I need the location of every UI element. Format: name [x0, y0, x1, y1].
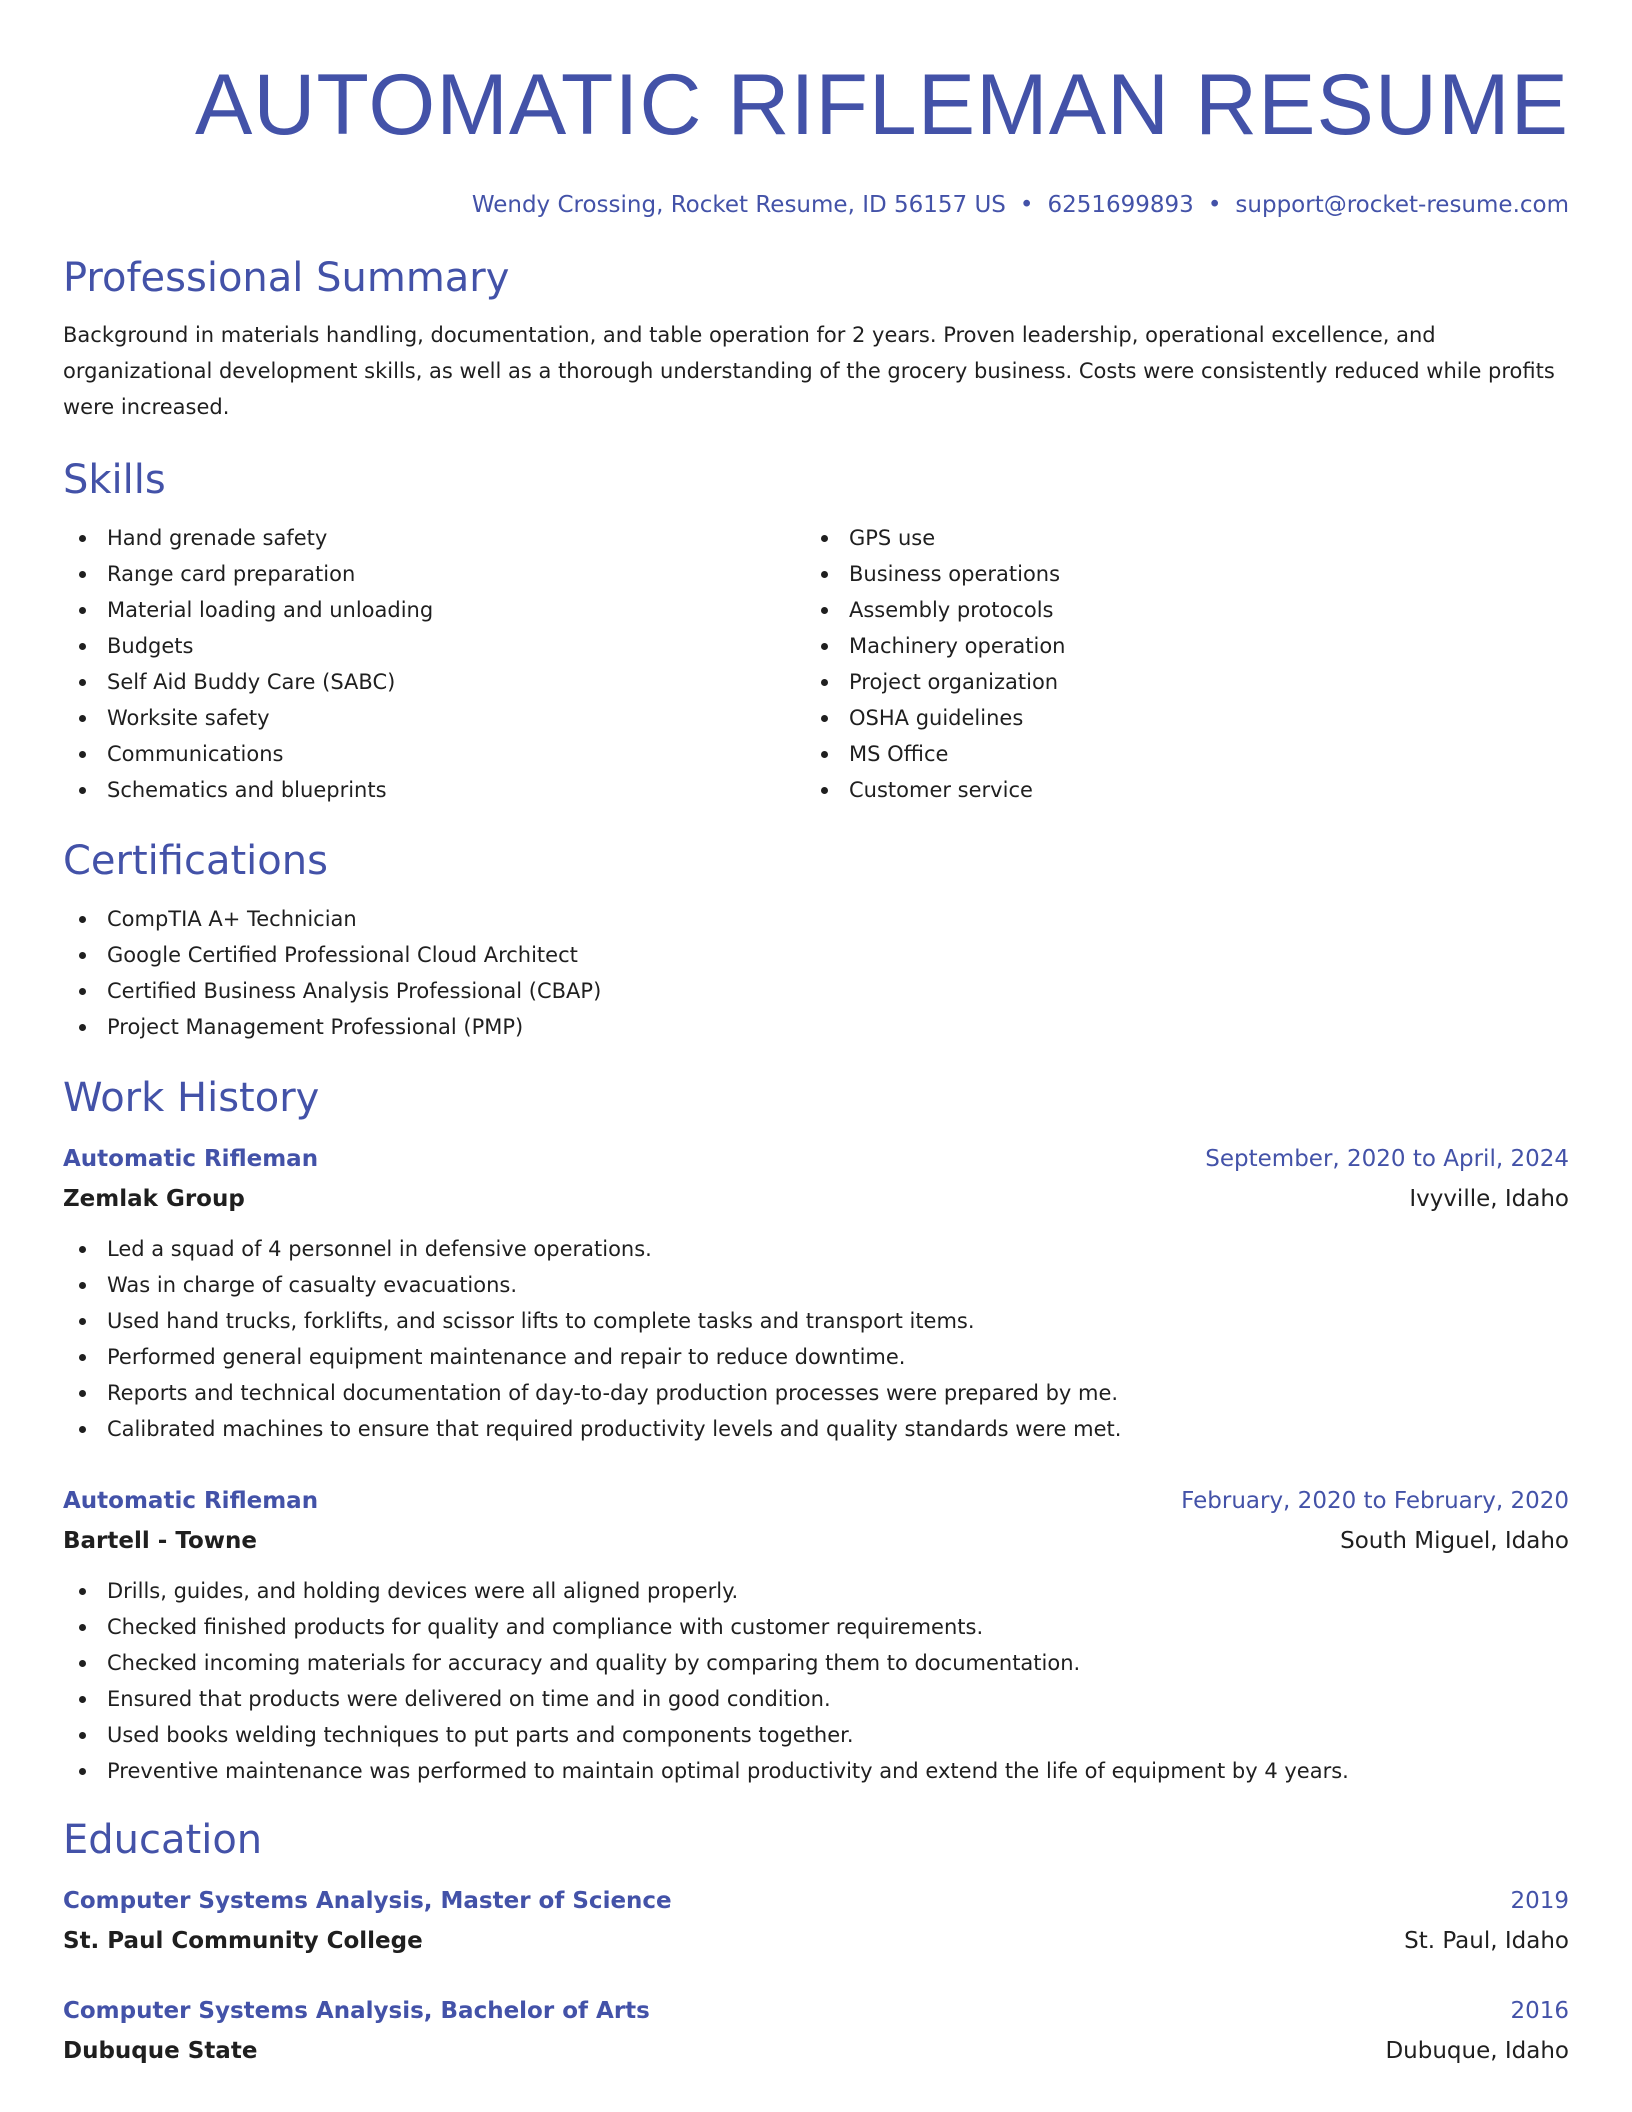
education-entry: [63, 1991, 1569, 2071]
job-duty: Used hand trucks, forklifts, and scissor lifts to complete tasks and transport items.: [63, 1303, 1569, 1339]
skill-item: Machinery operation: [805, 628, 1547, 664]
education-school-row: [63, 1921, 1569, 1961]
summary-section: [63, 253, 1569, 425]
contact-email: support@rocket-resume.com: [1235, 192, 1569, 218]
skills-list-right: [805, 520, 1547, 808]
skill-item: Assembly protocols: [805, 592, 1547, 628]
certification-item: Google Certified Professional Cloud Architect: [63, 937, 1569, 973]
education-school: Dubuque State: [63, 2038, 258, 2064]
summary-title: Professional Summary: [63, 255, 510, 301]
skills-column-left: [63, 520, 805, 808]
education-degree-row: [63, 1991, 1569, 2031]
skills-title: Skills: [63, 457, 166, 503]
job-title-row: [63, 1481, 1569, 1521]
job-duties-list: [63, 1231, 1569, 1447]
skill-item: Budgets: [63, 628, 805, 664]
certifications-title: Certifications: [63, 838, 328, 884]
skill-item: Communications: [63, 736, 805, 772]
job-entry: [63, 1481, 1569, 1789]
education-degree-row: [63, 1881, 1569, 1921]
skill-item: Project organization: [805, 664, 1547, 700]
skill-item: Material loading and unloading: [63, 592, 805, 628]
resume-name: AUTOMATIC RIFLEMAN RESUME: [194, 57, 1569, 153]
education-school: St. Paul Community College: [63, 1928, 423, 1954]
certifications-list: [63, 901, 1569, 1045]
skill-item: Schematics and blueprints: [63, 772, 805, 808]
certification-item: CompTIA A+ Technician: [63, 901, 1569, 937]
education-degree: Computer Systems Analysis, Master of Science: [63, 1888, 672, 1914]
job-location: Ivyville, Idaho: [1409, 1186, 1569, 1212]
education-year: 2019: [1510, 1888, 1569, 1914]
education-degree: Computer Systems Analysis, Bachelor of Arts: [63, 1998, 650, 2024]
education-school-row: [63, 2031, 1569, 2071]
skills-column-right: [805, 520, 1547, 808]
job-duty: Used books welding techniques to put parts and components together.: [63, 1717, 1569, 1753]
skill-item: Worksite safety: [63, 700, 805, 736]
skill-item: GPS use: [805, 520, 1547, 556]
skills-list-left: [63, 520, 805, 808]
job-duty: Checked finished products for quality and compliance with customer requirements.: [63, 1609, 1569, 1645]
job-duties-list: [63, 1573, 1569, 1789]
skill-item: Range card preparation: [63, 556, 805, 592]
education-year: 2016: [1510, 1998, 1569, 2024]
contact-line: [63, 190, 1569, 220]
skills-section: [63, 455, 1569, 808]
skills-grid: [63, 520, 1569, 808]
summary-text: Background in materials handling, documentation, and table operation for 2 years. Proven leadership, operational excellence, and organizational development skills, as well as a thorough understanding of the grocery business. Costs were consistently reduced while profits were increased.: [63, 323, 1555, 419]
job-title: Automatic Rifleman: [63, 1146, 319, 1172]
contact-phone: 6251699893: [1047, 192, 1194, 218]
job-company-row: [63, 1521, 1569, 1561]
education-location: St. Paul, Idaho: [1404, 1928, 1569, 1954]
skill-item: Hand grenade safety: [63, 520, 805, 556]
skill-item: Business operations: [805, 556, 1547, 592]
job-duty: Led a squad of 4 personnel in defensive operations.: [63, 1231, 1569, 1267]
job-duty: Reports and technical documentation of day-to-day production processes were prepared by me.: [63, 1375, 1569, 1411]
job-duty: Was in charge of casualty evacuations.: [63, 1267, 1569, 1303]
certification-item: Certified Business Analysis Professional (CBAP): [63, 973, 1569, 1009]
job-title-row: [63, 1139, 1569, 1179]
job-duty: Preventive maintenance was performed to maintain optimal productivity and extend the life of equipment by 4 years.: [63, 1753, 1569, 1789]
education-section: [63, 1815, 1569, 2071]
skill-item: MS Office: [805, 736, 1547, 772]
job-company: Bartell - Towne: [63, 1528, 257, 1554]
job-company: Zemlak Group: [63, 1186, 245, 1212]
certifications-section: [63, 836, 1569, 1045]
job-location: South Miguel, Idaho: [1340, 1528, 1569, 1554]
skill-item: Self Aid Buddy Care (SABC): [63, 664, 805, 700]
job-duty: Drills, guides, and holding devices were all aligned properly.: [63, 1573, 1569, 1609]
certification-item: Project Management Professional (PMP): [63, 1009, 1569, 1045]
job-entry: [63, 1139, 1569, 1447]
work-history-title: Work History: [63, 1075, 320, 1121]
job-duty: Calibrated machines to ensure that required productivity levels and quality standards were met.: [63, 1411, 1569, 1447]
work-history-section: [63, 1073, 1569, 1789]
job-dates: September, 2020 to April, 2024: [1205, 1146, 1569, 1172]
resume-header: [63, 50, 1569, 220]
job-title: Automatic Rifleman: [63, 1488, 319, 1514]
job-company-row: [63, 1179, 1569, 1219]
job-duty: Ensured that products were delivered on time and in good condition.: [63, 1681, 1569, 1717]
contact-separator: •: [1019, 192, 1034, 218]
education-entry: [63, 1881, 1569, 1961]
contact-address: Wendy Crossing, Rocket Resume, ID 56157 US: [471, 192, 1006, 218]
job-duty: Checked incoming materials for accuracy and quality by comparing them to documentation.: [63, 1645, 1569, 1681]
job-duty: Performed general equipment maintenance and repair to reduce downtime.: [63, 1339, 1569, 1375]
job-dates: February, 2020 to February, 2020: [1181, 1488, 1569, 1514]
skill-item: Customer service: [805, 772, 1547, 808]
education-location: Dubuque, Idaho: [1385, 2038, 1569, 2064]
skill-item: OSHA guidelines: [805, 700, 1547, 736]
education-title: Education: [63, 1817, 263, 1863]
contact-separator: •: [1207, 192, 1222, 218]
